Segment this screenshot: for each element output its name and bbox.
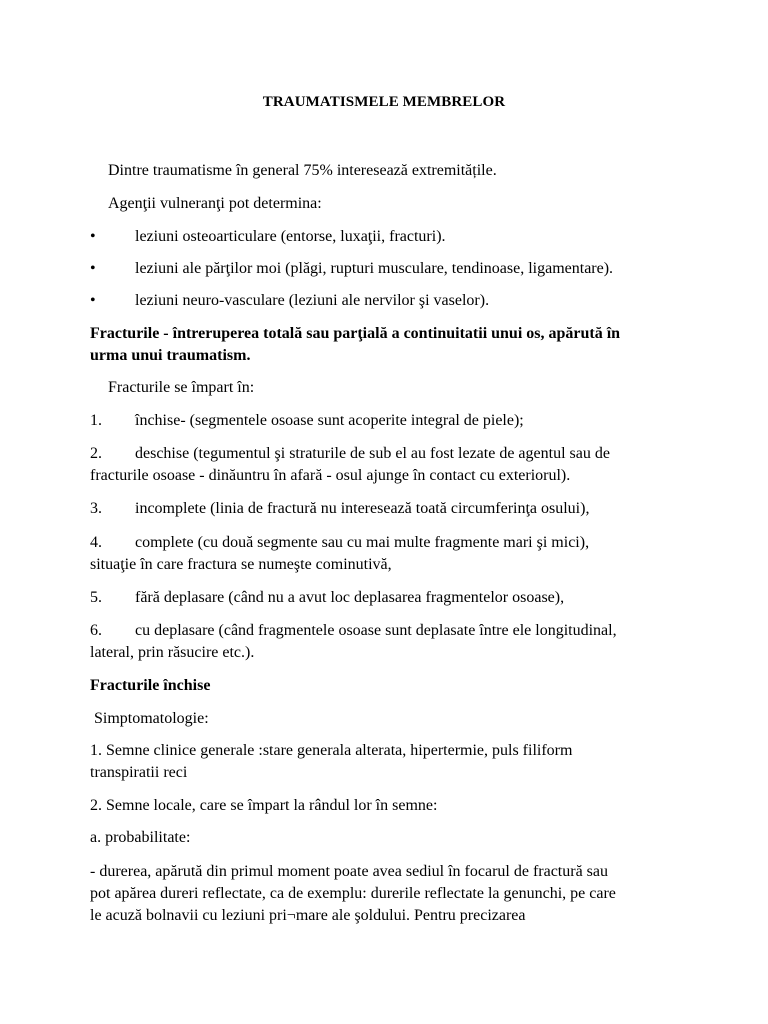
pain-line: pot apărea dureri reflectate, ca de exemplu: durerile reflectate la genunchi, pe care [90,885,616,902]
type-text: deschise (tegumentul şi straturile de sub el au fost lezate de agentul sau de [135,445,610,462]
type-text-continued: situaţie în care fractura se numeşte cominutivă, [90,556,392,573]
bullet-item [90,290,690,312]
type-item [90,498,690,520]
bullet-text: leziuni neuro-vasculare (leziuni ale nervilor şi vaselor). [135,292,490,309]
type-number: 4. [90,534,102,551]
symptoms-label [94,708,694,730]
probability-text: a. probabilitate: [90,829,191,846]
type-text: complete (cu două segmente sau cu mai multe fragmente mari şi mici), [135,534,590,551]
bullet-marker: • [90,292,96,309]
general-signs [90,740,690,784]
closed-heading-text: Fracturile închise [90,677,211,694]
agents-text: Agenţii vulneranţi pot determina: [108,195,322,212]
type-text-continued: lateral, prin răsucire etc.). [90,644,255,661]
type-text: închise- (segmentele osoase sunt acoperite integral de piele); [135,412,524,429]
general-signs-line: 1. Semne clinice generale :stare generala alterata, hipertermie, puls filiform [90,742,573,759]
type-item [90,410,690,432]
definition-line: Fracturile - întreruperea totală sau parţială a continuitatii unui os, apărută în [90,325,621,342]
bullet-item [90,258,690,280]
pain-line: - durerea, apărută din primul moment poate avea sediul în focarul de fractură sau [90,863,608,880]
general-signs-line: transpiratii reci [90,764,188,781]
bullet-text: leziuni ale părţilor moi (plăgi, rupturi musculare, tendinoase, ligamentare). [135,260,614,277]
pain-line: le acuză bolnavii cu leziuni pri¬mare ale şoldului. Pentru precizarea [90,907,526,924]
type-text: cu deplasare (când fragmentele osoase sunt deplasate între ele longitudinal, [135,622,617,639]
type-item [90,587,690,609]
local-signs-text: 2. Semne locale, care se împart la rândul lor în semne: [90,797,438,814]
agents-paragraph [108,193,708,215]
type-number: 1. [90,412,102,429]
type-item [90,443,690,487]
types-intro [108,377,708,399]
bullet-text: leziuni osteoarticulare (entorse, luxaţii, fracturi). [135,228,446,245]
fracture-definition [90,323,690,367]
symptoms-label-text: Simptomatologie: [94,710,209,727]
bullet-marker: • [90,228,96,245]
local-signs [90,795,690,817]
probability-label [90,827,690,849]
closed-fractures-heading [90,675,690,697]
definition-period: . [246,347,251,364]
type-text-continued: fracturile osoase - dinăuntru în afară - osul ajunge în contact cu exteriorul). [90,467,571,484]
pain-paragraph [90,861,690,927]
definition-line: urma unui traumatism [90,347,247,364]
type-text: incomplete (linia de fractură nu interesează toată circumferinţa osului), [135,500,590,517]
bullet-item [90,226,690,248]
type-number: 3. [90,500,102,517]
intro-paragraph [108,160,708,182]
types-intro-text: Fracturile se împart în: [108,379,255,396]
document-title: TRAUMATISMELE MEMBRELOR [262,94,506,110]
definition-line-end [90,345,690,367]
type-number: 2. [90,445,102,462]
type-item [90,620,690,664]
type-text: fără deplasare (când nu a avut loc deplasarea fragmentelor osoase), [135,589,565,606]
intro-text: Dintre traumatisme în general 75% interesează extremitățile. [108,162,497,179]
type-item [90,532,690,576]
type-number: 6. [90,622,102,639]
type-number: 5. [90,589,102,606]
bullet-marker: • [90,260,96,277]
